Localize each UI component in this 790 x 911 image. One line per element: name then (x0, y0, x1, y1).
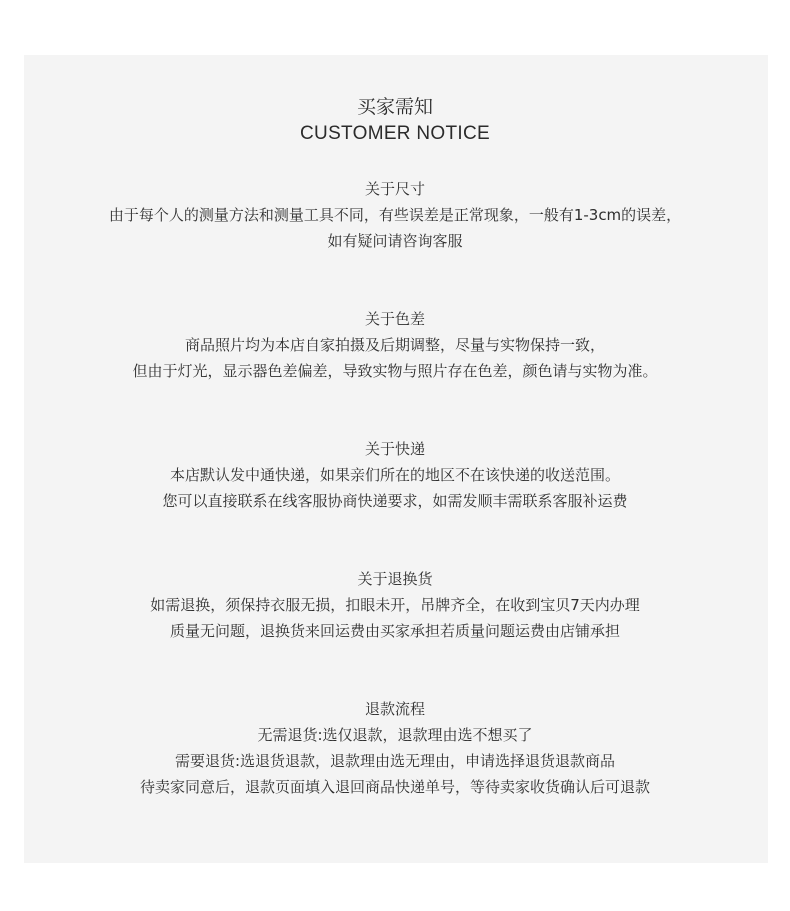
section-line: 需要退货:选退货退款，退款理由选无理由，申请选择退货退款商品 (174, 752, 616, 770)
section-line: 本店默认发中通快递，如果亲们所在的地区不在该快递的收送范围。 (169, 466, 620, 484)
section-line: 商品照片均为本店自家拍摄及后期调整，尽量与实物保持一致， (184, 336, 605, 354)
section-heading: 关于快递 (364, 440, 425, 458)
section-size (0, 176, 790, 254)
section-line: 但由于灯光，显示器色差偏差，导致实物与照片存在色差，颜色请与实物为准。 (132, 362, 658, 380)
section-line: 质量无问题，退换货来回运费由买家承担若质量问题运费由店铺承担 (169, 622, 620, 640)
section-heading: 关于尺寸 (364, 180, 425, 198)
section-heading: 关于色差 (364, 310, 425, 328)
section-line: 如需退换，须保持衣服无损，扣眼未开，吊牌齐全，在收到宝贝7天内办理 (150, 596, 640, 614)
section-line: 您可以直接联系在线客服协商快递要求，如需发顺丰需联系客服补运费 (162, 492, 628, 510)
section-heading: 退款流程 (364, 700, 425, 718)
section-shipping (0, 436, 790, 514)
section-line: 如有疑问请咨询客服 (327, 232, 463, 250)
section-color-difference (0, 306, 790, 384)
section-line: 由于每个人的测量方法和测量工具不同，有些误差是正常现象，一般有1-3cm的误差， (108, 206, 682, 224)
page-title-en: CUSTOMER NOTICE (300, 123, 490, 144)
section-heading: 关于退换货 (357, 570, 433, 588)
section-returns (0, 566, 790, 644)
section-line: 无需退货:选仅退款，退款理由选不想买了 (257, 726, 533, 744)
section-line: 待卖家同意后，退款页面填入退回商品快递单号，等待卖家收货确认后可退款 (139, 778, 650, 796)
section-refund-process (0, 696, 790, 800)
page-title-cn: 买家需知 (356, 96, 433, 118)
